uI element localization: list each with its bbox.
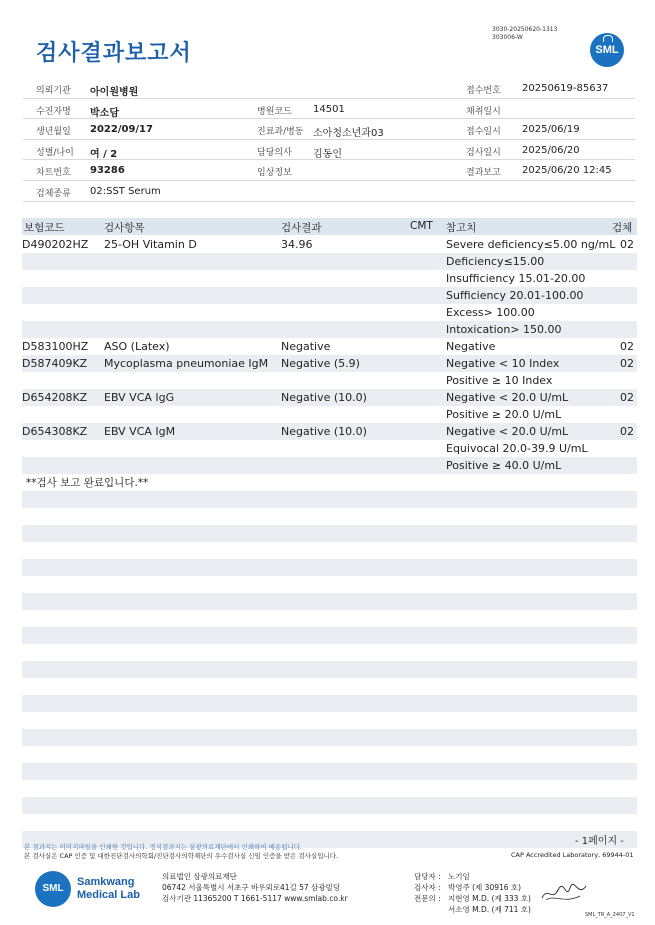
- row-ref: Intoxication> 150.00: [446, 323, 562, 336]
- table-row: [22, 253, 637, 270]
- report-date-label: 결과보고: [466, 168, 501, 179]
- row-result: Negative: [281, 340, 331, 353]
- chart-no-value: 93286: [90, 165, 125, 177]
- row-stripe: [22, 661, 637, 678]
- row-ref: Deficiency≤15.00: [446, 255, 545, 268]
- header-item: 검사항목: [104, 222, 145, 234]
- row-result: Negative (10.0): [281, 425, 367, 438]
- disclaimer-print: 본 결과지는 이미지파일을 인쇄한 것입니다. 정식결과지는 삼광의료재단에서 인쇄하여 배송됩니다.: [24, 843, 303, 851]
- collect-date-label: 채취일시: [466, 106, 501, 117]
- row-stripe: [22, 525, 637, 542]
- table-row: [22, 355, 637, 372]
- info-row: [23, 99, 635, 120]
- row-ref: Severe deficiency≤5.00 ng/mL: [446, 238, 616, 251]
- staff-name: 노기임: [448, 872, 470, 881]
- header-cmt: CMT: [410, 220, 433, 232]
- table-row: [22, 338, 637, 355]
- row-stripe: [22, 797, 637, 814]
- info-row: [23, 181, 635, 202]
- table-row: [22, 372, 637, 389]
- row-ref: Positive ≥ 40.0 U/mL: [446, 459, 562, 472]
- org-contact: 검사기관 11365200 T 1661-5117 www.smlab.co.kr: [162, 894, 348, 903]
- staff-role: 전문의 :: [414, 894, 441, 903]
- info-row: [23, 140, 635, 161]
- doctor-label: 담당의사: [257, 147, 292, 158]
- row-code: D654208KZ: [22, 391, 88, 404]
- row-stripe: [22, 491, 637, 508]
- row-code: D490202HZ: [22, 238, 89, 251]
- row-stripe: [22, 729, 637, 746]
- row-ref: Negative < 20.0 U/mL: [446, 425, 569, 438]
- org-address: [162, 871, 348, 904]
- info-row: [23, 119, 635, 140]
- staff-role: 검사자 :: [414, 883, 441, 892]
- row-result: Negative (5.9): [281, 357, 360, 370]
- org-name: [77, 876, 140, 902]
- table-row: [22, 236, 637, 253]
- row-specimen: 02: [620, 238, 634, 251]
- header-ref: 참고치: [446, 222, 477, 234]
- receipt-date-value: 2025/06/19: [522, 124, 580, 136]
- table-row: [22, 440, 637, 457]
- row-item: ASO (Latex): [104, 340, 170, 353]
- sml-logo-icon: SML: [590, 33, 624, 67]
- staff-row: [414, 882, 531, 893]
- sml-footer-logo-icon: SML: [35, 871, 71, 907]
- org-legal-name: 의료법인 삼광의료재단: [162, 872, 237, 881]
- test-date-label: 검사일시: [466, 147, 501, 158]
- row-specimen: 02: [620, 391, 634, 404]
- report-date-value: 2025/06/20 12:45: [522, 165, 612, 177]
- sex-age-value: 여 / 2: [90, 148, 118, 160]
- header-specimen: 검체: [612, 222, 633, 234]
- staff-name: 박영주 (제 30916 호): [448, 883, 522, 892]
- form-code: SML_TR_A_2407_V1: [585, 912, 635, 918]
- row-ref: Positive ≥ 20.0 U/mL: [446, 408, 562, 421]
- row-stripe: [22, 763, 637, 780]
- row-code: D587409KZ: [22, 357, 88, 370]
- document-code: [492, 26, 557, 42]
- hospital-label: 의뢰기관: [36, 86, 71, 96]
- patient-value: 박소담: [90, 107, 119, 119]
- specimen-label: 검체종류: [36, 188, 71, 199]
- row-ref: Excess> 100.00: [446, 306, 535, 319]
- row-ref: Negative < 20.0 U/mL: [446, 391, 569, 404]
- row-specimen: 02: [620, 357, 634, 370]
- table-row: [22, 406, 637, 423]
- row-ref: Negative: [446, 340, 496, 353]
- table-row: [22, 457, 637, 474]
- table-row: [22, 304, 637, 321]
- table-row: [22, 389, 637, 406]
- row-stripe: [22, 593, 637, 610]
- table-row: [22, 270, 637, 287]
- hospital-value: 아이원병원: [90, 87, 139, 98]
- receipt-no-label: 접수번호: [466, 86, 501, 96]
- chart-no-label: 차트번호: [36, 168, 71, 179]
- clinical-label: 임상정보: [257, 168, 292, 179]
- row-item: Mycoplasma pneumoniae IgM: [104, 357, 269, 370]
- doctor-value: 김동인: [313, 148, 342, 160]
- hospital-code-label: 병원코드: [257, 106, 292, 117]
- document-code-line-1: 3030-20250620-1313: [492, 26, 558, 33]
- receipt-date-label: 접수일시: [466, 127, 501, 138]
- cap-accreditation: CAP Accredited Laboratory, 69944-01: [511, 851, 634, 859]
- report-complete-message: **검사 보고 완료입니다.**: [26, 477, 149, 489]
- row-result: 34.96: [281, 238, 313, 251]
- row-ref: Positive ≥ 10 Index: [446, 374, 553, 387]
- table-row: [22, 423, 637, 440]
- receipt-no-value: 20250619-85637: [522, 83, 609, 94]
- dept-label: 진료과/병동: [257, 127, 304, 138]
- birth-value: 2022/09/17: [90, 124, 153, 136]
- disclaimer-certification: 본 검사실은 CAP 인증 및 대한진단검사의학회/진단검사의학재단의 우수검사실 신임 인증을 받은 검사실입니다.: [24, 852, 339, 860]
- sex-age-label: 성별/나이: [36, 147, 74, 158]
- info-row: [23, 78, 635, 99]
- row-specimen: 02: [620, 425, 634, 438]
- patient-info: [23, 78, 635, 202]
- row-stripe: [22, 695, 637, 712]
- header-code: 보험코드: [24, 222, 65, 234]
- test-date-value: 2025/06/20: [522, 144, 580, 156]
- header-result: 검사결과: [281, 222, 322, 234]
- specimen-value: 02:SST Serum: [90, 185, 161, 197]
- signature-icon: [540, 880, 588, 906]
- patient-label: 수진자명: [36, 106, 71, 117]
- results-table-header: [22, 218, 637, 235]
- row-code: D654308KZ: [22, 425, 88, 438]
- report-title: 검사결과보고서: [36, 41, 192, 66]
- info-row: [23, 160, 635, 181]
- row-ref: Sufficiency 20.01-100.00: [446, 289, 584, 302]
- row-specimen: 02: [620, 340, 634, 353]
- dept-value: 소아청소년과03: [313, 128, 384, 140]
- org-name-line-1: Samkwang: [77, 876, 135, 888]
- staff-row: [414, 893, 531, 904]
- row-item: EBV VCA IgM: [104, 425, 176, 438]
- staff-list: [414, 871, 531, 915]
- staff-row: [414, 904, 531, 915]
- row-ref: Insufficiency 15.01-20.00: [446, 272, 586, 285]
- row-stripe: [22, 559, 637, 576]
- row-item: EBV VCA IgG: [104, 391, 175, 404]
- document-code-line-2: 303006-W: [492, 34, 523, 41]
- row-item: 25-OH Vitamin D: [104, 238, 197, 251]
- row-ref: Negative < 10 Index: [446, 357, 560, 370]
- page-number: - 1페이지 -: [575, 836, 624, 847]
- staff-row: [414, 871, 531, 882]
- row-result: Negative (10.0): [281, 391, 367, 404]
- staff-name: 지현영 M.D. (제 333 호): [448, 894, 531, 903]
- table-row: [22, 321, 637, 338]
- row-ref: Equivocal 20.0-39.9 U/mL: [446, 442, 588, 455]
- staff-role: 담당자 :: [414, 872, 441, 881]
- row-code: D583100HZ: [22, 340, 89, 353]
- table-row: [22, 287, 637, 304]
- org-name-line-2: Medical Lab: [77, 889, 140, 901]
- birth-label: 생년월일: [36, 127, 71, 138]
- hospital-code-value: 14501: [313, 103, 345, 115]
- org-street-address: 06742 서울특별시 서초구 바우뫼로41길 57 삼광빌딩: [162, 883, 341, 892]
- row-stripe: [22, 627, 637, 644]
- staff-name: 서소영 M.D. (제 711 호): [448, 905, 531, 914]
